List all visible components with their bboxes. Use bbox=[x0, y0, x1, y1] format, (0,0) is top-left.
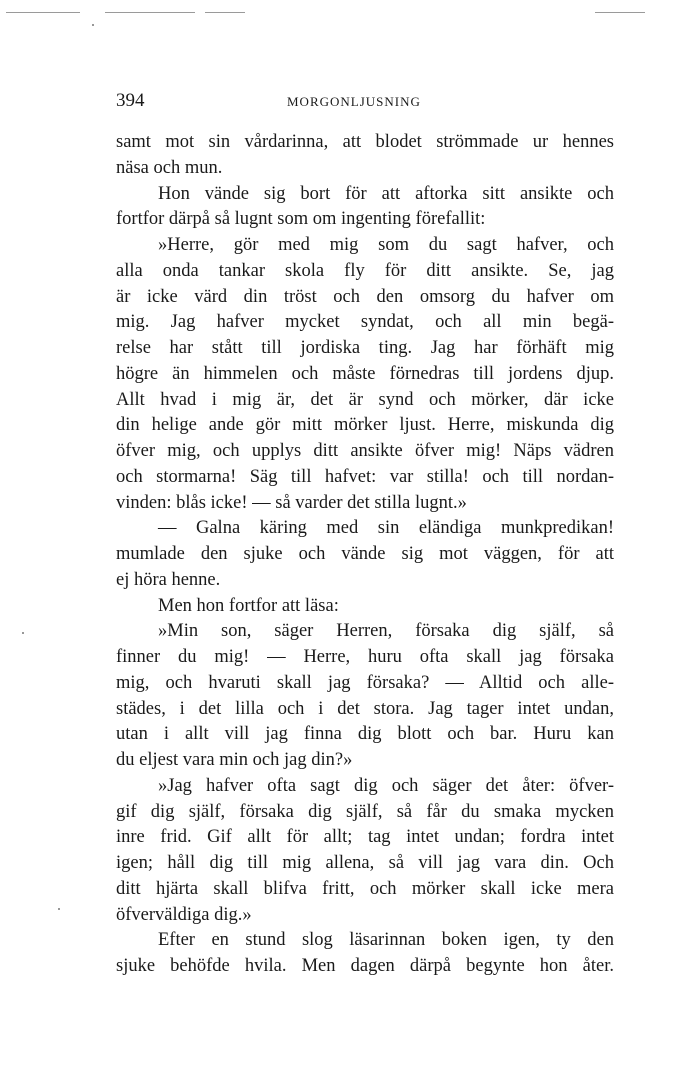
scan-rule-segment bbox=[105, 12, 195, 13]
text-line: mig. Jag hafver mycket syndat, och all min begä- bbox=[116, 312, 614, 333]
top-scan-rule bbox=[0, 12, 680, 18]
text-line: samt mot sin vårdarinna, att blodet strömmade ur hennes bbox=[116, 132, 614, 152]
text-line: du eljest vara min och jag din?» bbox=[116, 750, 353, 770]
text-line: alla onda tankar skola fly för ditt ansikte. Se, jag bbox=[116, 260, 614, 281]
text-line: mig, och hvaruti skall jag försaka? — Alltid och alle- bbox=[116, 672, 614, 693]
text-line: igen; håll dig till mig allena, så vill jag vara din. Och bbox=[116, 853, 614, 873]
scan-rule-segment bbox=[205, 12, 245, 13]
text-line: ej höra henne. bbox=[116, 569, 221, 590]
text-line: sjuke behöfde hvila. Men dagen därpå begynte hon åter. bbox=[116, 956, 614, 976]
text-line: mumlade den sjuke och vände sig mot väggen, för att bbox=[116, 544, 614, 564]
text-line: näsa och mun. bbox=[116, 157, 223, 178]
text-line: relse har stått till jordiska ting. Jag har förhäft mig bbox=[116, 338, 614, 358]
text-line: städes, i det lilla och i det stora. Jag tager intet undan, bbox=[116, 698, 614, 719]
text-line: Hon vände sig bort för att aftorka sitt ansikte och bbox=[158, 183, 614, 204]
page-header bbox=[116, 90, 614, 114]
text-line: utan i allt vill jag finna dig blott och bar. Huru kan bbox=[116, 724, 614, 745]
text-line: fortfor därpå så lugnt som om ingenting förefallit: bbox=[116, 209, 486, 230]
margin-speck bbox=[92, 24, 94, 26]
margin-speck bbox=[22, 632, 24, 634]
text-line: Efter en stund slog läsarinnan boken igen, ty den bbox=[158, 930, 614, 951]
text-line: vinden: blås icke! — så varder det stilla lugnt.» bbox=[116, 492, 467, 513]
text-line: — Galna käring med sin eländiga munkpredikan! bbox=[158, 518, 614, 539]
text-line: »Jag hafver ofta sagt dig och säger det åter: öfver- bbox=[158, 775, 614, 796]
text-line: och stormarna! Säg till hafvet: var stilla! och till nordan- bbox=[116, 466, 614, 487]
body-text bbox=[116, 130, 614, 980]
margin-speck bbox=[58, 908, 60, 910]
text-line: ditt hjärta skall blifva fritt, och mörker skall icke mera bbox=[116, 878, 614, 899]
text-line: finner du mig! — Herre, huru ofta skall jag försaka bbox=[116, 647, 614, 667]
text-line: högre än himmelen och måste förnedras till jordens djup. bbox=[116, 363, 614, 384]
text-line: Allt hvad i mig är, det är synd och mörker, där icke bbox=[116, 389, 614, 410]
text-line: »Min son, säger Herren, försaka dig själf, så bbox=[158, 621, 614, 642]
scan-rule-segment bbox=[595, 12, 645, 13]
text-line: öfver mig, och upplys ditt ansikte öfver mig! Näps vädren bbox=[116, 441, 614, 461]
text-line: öfverväldiga dig.» bbox=[116, 904, 252, 925]
text-line: »Herre, gör med mig som du sagt hafver, och bbox=[158, 235, 614, 255]
scan-rule-segment bbox=[6, 12, 80, 13]
text-line: din helige ande gör mitt mörker ljust. Herre, miskunda dig bbox=[116, 415, 614, 436]
page-number: 394 bbox=[116, 90, 145, 111]
text-line: Men hon fortfor att läsa: bbox=[158, 595, 339, 616]
text-line: gif dig själf, försaka dig själf, så får du smaka mycken bbox=[116, 801, 614, 822]
running-head: MORGONLJUSNING bbox=[287, 94, 421, 109]
text-line: inre frid. Gif allt för allt; tag intet undan; fordra intet bbox=[116, 827, 614, 848]
text-line: är icke värd din tröst och den omsorg du hafver om bbox=[116, 286, 614, 307]
